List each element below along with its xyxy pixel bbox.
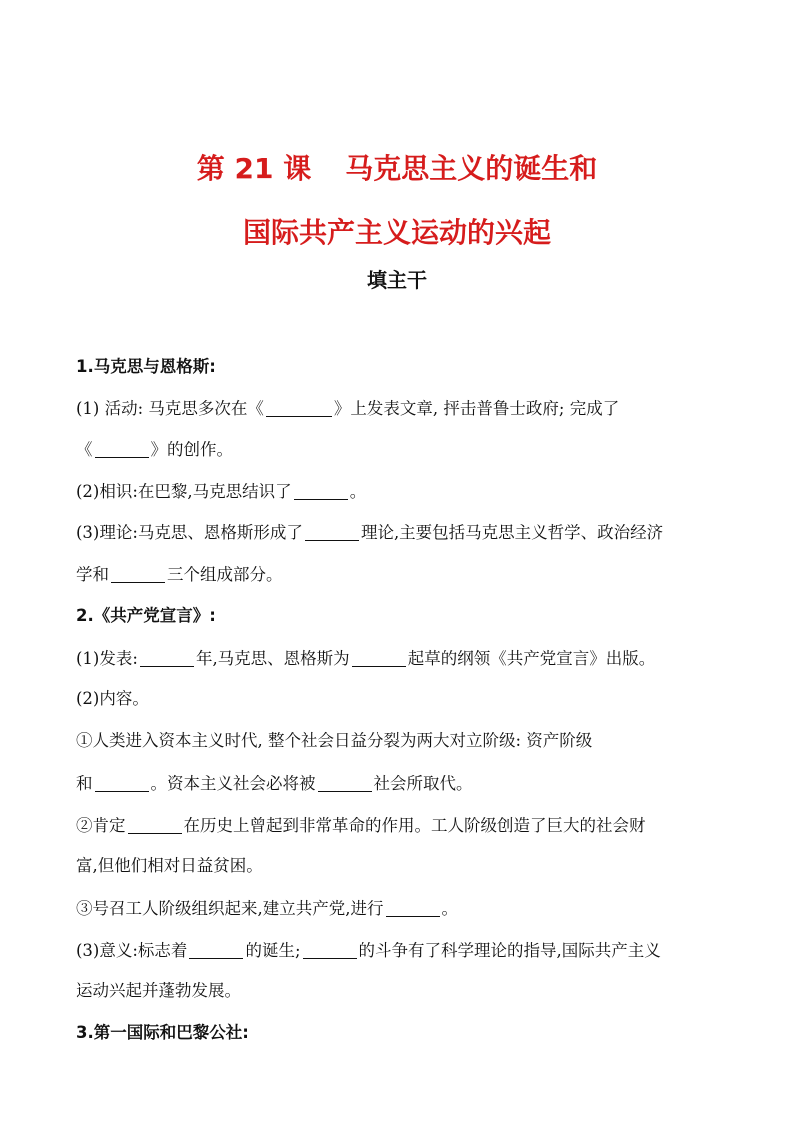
s2-content2-line1: ②肯定 在历史上曾起到非常革命的作用。工人阶级创造了巨大的社会财 — [76, 816, 646, 835]
fill-blank[interactable] — [128, 817, 182, 834]
section-subtitle: 填主干 — [367, 268, 427, 292]
section-3-heading: 3.第一国际和巴黎公社: — [76, 1023, 249, 1042]
lesson-title-line2: 国际共产主义运动的兴起 — [242, 216, 551, 249]
fill-blank[interactable] — [303, 942, 357, 959]
s1-item3-line2: 学和 三个组成部分。 — [76, 565, 283, 584]
s2-item3-line2: 运动兴起并蓬勃发展。 — [76, 981, 241, 1000]
fill-blank[interactable] — [189, 942, 243, 959]
s2-item1: (1)发表: 年,马克思、恩格斯为 起草的纲领《共产党宣言》出版。 — [76, 649, 656, 668]
s2-item3-line1: (3)意义:标志着 的诞生; 的斗争有了科学理论的指导,国际共产主义 — [76, 941, 661, 960]
fill-blank[interactable] — [140, 650, 194, 667]
fill-blank[interactable] — [95, 775, 149, 792]
fill-blank[interactable] — [95, 441, 149, 458]
section-1-heading: 1.马克思与恩格斯: — [76, 357, 216, 376]
s2-content1-line2: 和 。资本主义社会必将被 社会所取代。 — [76, 774, 473, 793]
s2-content1-line1: ①人类进入资本主义时代, 整个社会日益分裂为两大对立阶级: 资产阶级 — [76, 731, 593, 750]
s1-item3-line1: (3)理论:马克思、恩格斯形成了 理论,主要包括马克思主义哲学、政治经济 — [76, 523, 664, 542]
s2-content2-line2: 富,但他们相对日益贫困。 — [76, 856, 263, 875]
fill-blank[interactable] — [352, 650, 406, 667]
fill-blank[interactable] — [266, 400, 332, 417]
s1-item1-line1: (1) 活动: 马克思多次在《 》上发表文章, 抨击普鲁士政府; 完成了 — [76, 399, 620, 418]
s2-content3: ③号召工人阶级组织起来,建立共产党,进行 。 — [76, 899, 458, 918]
fill-blank[interactable] — [386, 900, 440, 917]
section-2-heading: 2.《共产党宣言》: — [76, 606, 216, 625]
fill-blank[interactable] — [294, 483, 348, 500]
lesson-number: 第 21 课 — [196, 152, 312, 185]
s1-item1-line2: 《 》的创作。 — [76, 440, 233, 459]
s2-item2: (2)内容。 — [76, 689, 149, 708]
fill-blank[interactable] — [111, 566, 165, 583]
fill-blank[interactable] — [318, 775, 372, 792]
s1-item2: (2)相识:在巴黎,马克思结识了 。 — [76, 482, 367, 501]
fill-blank[interactable] — [305, 524, 359, 541]
lesson-title-text: 马克思主义的诞生和 — [345, 152, 598, 185]
lesson-title-line1 — [0, 152, 794, 185]
